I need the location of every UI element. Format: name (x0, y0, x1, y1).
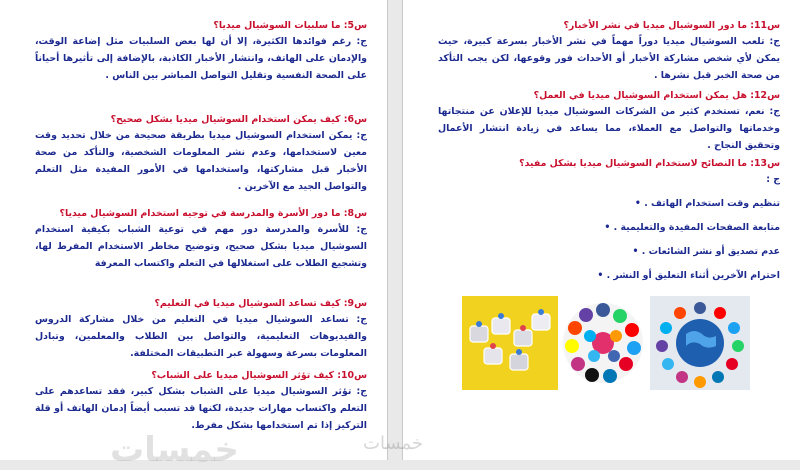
question-8: س8: ما دور الأسرة والمدرسة في توجيه استخدام السوشيال ميديا؟ (59, 208, 367, 219)
answer-8: ج: للأسرة والمدرسة دور مهم في توعية الشباب بكيفية استخدام السوشيال ميديا بشكل صحيح، وتوضيح مخاطر الاستخدام المفرط لها، وتشجيع الطلاب على استغلالها في التعلم واكتساب المعرفة (35, 224, 367, 269)
tip-item: تنظيم وقت استخدام الهاتف . • (438, 192, 780, 216)
answer-6: ج: يمكن استخدام السوشيال ميديا بطريقة صحيحة من خلال تحديد وقت معين لاستخدامها، وعدم نشر المعلومات الشخصية، والتأكد من صحة الأخبار قبل مشاركتها، واستخدامها في الأمور المفيدة مثل التعلم والتواصل الجيد مع الآخرين . (35, 130, 367, 192)
watermark: خمسات (110, 430, 239, 470)
answer-10: ج: تؤثر السوشيال ميديا على الشباب بشكل كبير، فقد تساعدهم على التعلم واكتساب مهارات جديدة، لكنها قد تسبب أيضاً إدمان الهاتف أو قلة التركيز إذا تم استخدامها بشكل مفرط. (35, 386, 367, 431)
question-5: س5: ما سلبيات السوشيال ميديا؟ (213, 20, 367, 31)
watermark: خمسات (363, 433, 424, 454)
question-10: س10: كيف تؤثر السوشيال ميديا على الشباب؟ (151, 370, 367, 381)
qa-block-9 (35, 296, 367, 362)
qa-block-6 (35, 112, 367, 195)
tip-item: متابعة الصفحات المفيدة والتعليمية . • (438, 216, 780, 240)
social-icons-circle-image (560, 296, 646, 390)
question-13: س13: ما النصائح لاستخدام السوشيال ميديا بشكل مفيد؟ (519, 158, 780, 169)
answer-9: ج: تساعد السوشيال ميديا في التعليم من خلال مشاركة الدروس والفيديوهات التعليمية، والتواصل بين الطلاب والمعلمين، وتبادل المعلومات بسرعة وسهولة عبر التطبيقات المختلفة. (35, 314, 367, 359)
right-page (363, 0, 800, 460)
question-11: س11: ما دور السوشيال ميديا في نشر الأخبار؟ (563, 20, 780, 31)
qa-block-11 (438, 18, 780, 84)
question-9: س9: كيف تساعد السوشيال ميديا في التعليم؟ (154, 298, 367, 309)
tip-item: احترام الآخرين أثناء التعليق أو النشر . • (438, 264, 780, 288)
qa-block-13 (438, 156, 780, 288)
qa-block-8 (35, 206, 367, 272)
left-page (0, 0, 388, 470)
answer-12: ج: نعم، تستخدم كثير من الشركات السوشيال ميديا للإعلان عن منتجاتها وخدماتها والتواصل مع العملاء، مما يساعد في زيادة انتشار الأعمال وتحقيق النجاح . (438, 106, 780, 151)
question-6: س6: كيف يمكن استخدام السوشيال ميديا بشكل صحيح؟ (110, 114, 367, 125)
qa-block-5 (35, 18, 367, 84)
answer-11: ج: تلعب السوشيال ميديا دوراً مهماً في نشر الأخبار بسرعة كبيرة، حيث يمكن لأي شخص مشاركة الأخبار أو الأحداث فور وقوعها، لكن يجب التأكد من صحة الخبر قبل نشرها . (438, 36, 780, 81)
answer-5: ج: رغم فوائدها الكثيرة، إلا أن لها بعض السلبيات مثل إضاعة الوقت، والإدمان على الهاتف، وانتشار الأخبار الكاذبة، بالإضافة إلى تأثيرها أحياناً على الصحة النفسية وتقليل التواصل المباشر بين الناس . (35, 36, 367, 81)
question-12: س12: هل يمكن استخدام السوشيال ميديا في العمل؟ (533, 90, 780, 101)
qa-block-10 (35, 368, 367, 434)
puzzle-people-image (462, 296, 558, 390)
tip-item: عدم تصديق أو نشر الشائعات . • (438, 240, 780, 264)
social-globe-image (650, 296, 750, 390)
answer-13: ج : (766, 174, 780, 185)
tips-list (438, 192, 780, 288)
qa-block-12 (438, 88, 780, 154)
